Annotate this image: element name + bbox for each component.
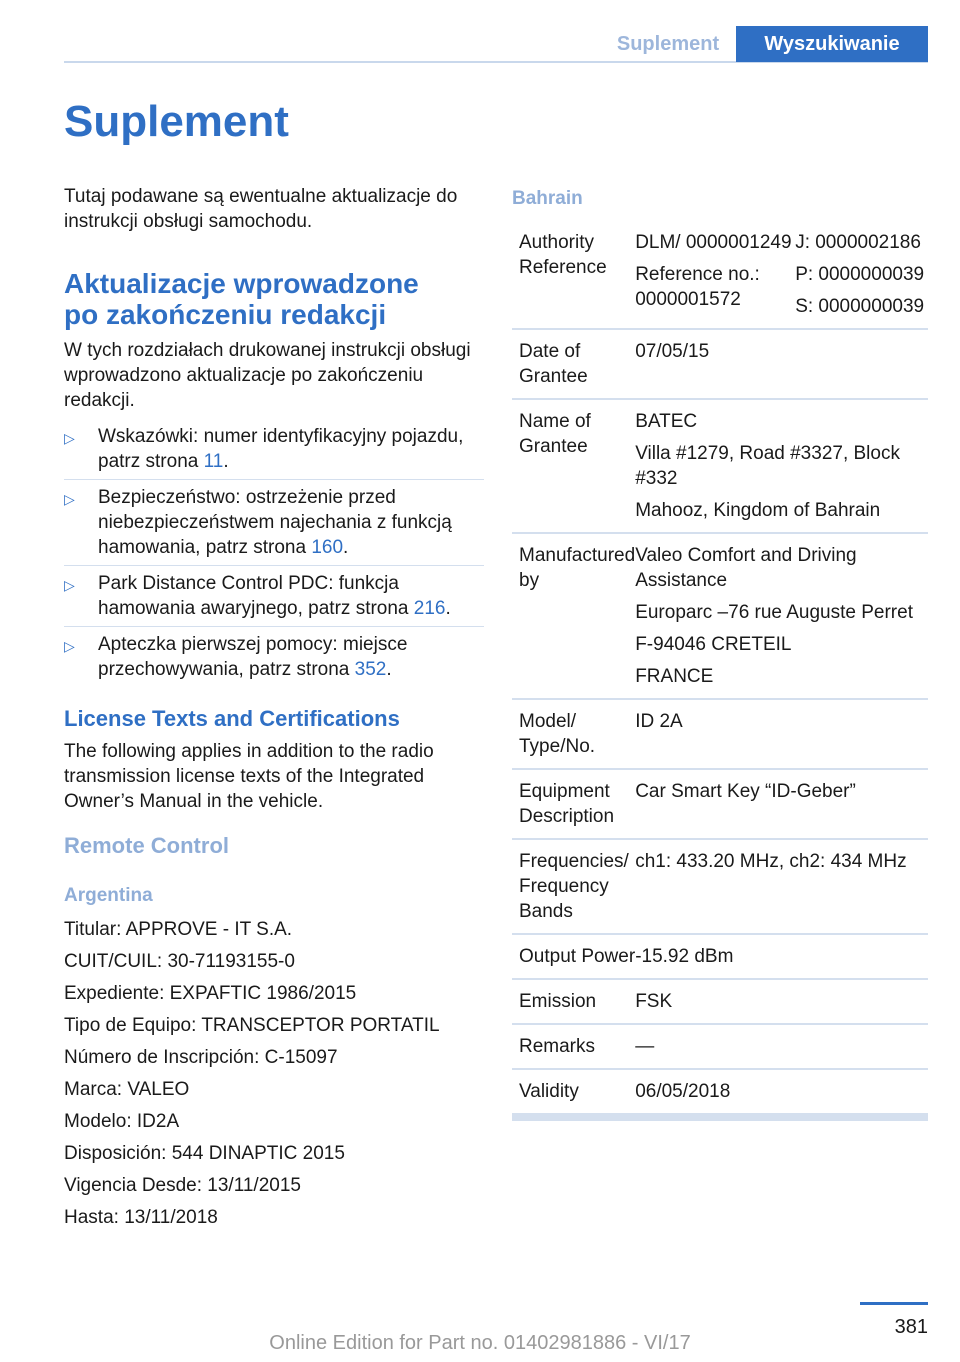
list-item-text: Park Distance Control PDC: funkcja hamowania awaryjnego, patrz strona [98,573,414,619]
row-value-line: FRANCE [635,666,714,687]
page-link[interactable]: 160 [311,537,344,558]
detail-line: Expediente: EXPAFTIC 1986/2015 [64,983,357,1004]
certification-table [512,226,928,1115]
row-value-line: 07/05/15 [635,341,710,362]
row-value-line: BATEC [635,411,698,432]
table-row [512,329,928,399]
table-row [512,1069,928,1114]
row-value [635,1024,928,1069]
updates-heading [64,268,484,330]
page-number: 381 [894,1316,928,1338]
list-item-text: Bezpieczeństwo: ostrzeżenie przed niebezpieczeństwem najechania z funkcją hamowania, patrz strona [98,487,452,558]
tab-suplement[interactable]: Suplement [616,32,720,55]
updates-list [64,419,484,687]
triangle-bullet-icon: ▷ [64,577,75,593]
row-value-line: Car Smart Key “ID-Geber” [635,781,856,802]
row-value [635,1069,928,1114]
row-value-line: J: 0000002186 [795,232,921,253]
list-item-text: Wskazówki: numer identyfikacyjny pojazdu, patrz strona [98,426,464,472]
row-key: Remarks [512,1024,635,1069]
list-item-end: . [445,598,451,619]
row-key: Manufactured by [512,533,635,699]
row-key: Equipment Description [512,769,635,839]
table-row [512,1024,928,1069]
page-link[interactable]: 11 [203,451,224,472]
row-value-line: Reference no.: 0000001572 [635,264,760,310]
row-key: Model/ Type/No. [512,699,635,769]
detail-line: Hasta: 13/11/2018 [64,1207,218,1228]
row-value-line: ID 2A [635,711,683,732]
row-key: Emission [512,979,635,1024]
row-value [635,533,928,699]
row-value [635,329,928,399]
row-value-line: 06/05/2018 [635,1081,731,1102]
row-value-line: Valeo Comfort and Driving Assistance [635,545,857,591]
row-value [635,769,928,839]
list-item-end: . [343,537,349,558]
table-row [512,533,928,699]
detail-line: Tipo de Equipo: TRANSCEPTOR PORTATIL [64,1015,440,1036]
row-value [635,399,928,533]
triangle-bullet-icon: ▷ [64,491,75,507]
row-value [635,934,928,979]
footer-text: Online Edition for Part no. 01402981886 - VI/17 [269,1332,691,1354]
row-value [635,699,928,769]
row-value [635,226,795,329]
row-value [635,979,928,1024]
region-heading: Bahrain [512,188,583,209]
detail-line: Vigencia Desde: 13/11/2015 [64,1175,301,1196]
page-number-rule [860,1302,928,1305]
table-row [512,699,928,769]
row-value-line: -15.92 dBm [635,946,734,967]
row-key: Validity [512,1069,635,1114]
row-value-line: S: 0000000039 [795,296,925,317]
license-heading: License Texts and Certifications [64,706,400,731]
page-link[interactable]: 352 [354,659,387,680]
row-value-line: ch1: 433.20 MHz, ch2: 434 MHz [635,851,907,872]
updates-heading-line2: po zakończeniu redakcji [64,299,387,330]
argentina-details [64,914,484,1234]
row-value-line: Mahooz, Kingdom of Bahrain [635,500,881,521]
updates-heading-line1: Aktualizacje wprowadzone [64,268,419,299]
row-value [635,839,928,934]
detail-line: CUIT/CUIL: 30-71193155-0 [64,951,295,972]
argentina-heading: Argentina [64,885,153,906]
triangle-bullet-icon: ▷ [64,638,75,654]
list-item [64,480,484,566]
list-item-text: Apteczka pierwszej pomocy: miejsce przechowywania, patrz strona [98,634,408,680]
row-value-line: Europarc –76 rue Auguste Perret [635,602,913,623]
list-item-end: . [386,659,392,680]
list-item [64,419,484,480]
updates-text: W tych rozdziałach drukowanej instrukcji obsługi wprowadzono aktualizacje po zakończeniu redakcji. [64,340,471,411]
row-value-line: P: 0000000039 [795,264,925,285]
tab-wyszukiwanie[interactable]: Wyszukiwanie [736,26,928,62]
row-value [795,226,928,329]
row-key: Name of Grantee [512,399,635,533]
table-row [512,769,928,839]
page-title: Suplement [64,97,289,146]
row-value-line: FSK [635,991,673,1012]
list-item [64,566,484,627]
row-value-line: DLM/ 0000001249 [635,232,792,253]
table-row [512,934,928,979]
license-text: The following applies in addition to the radio transmission license texts of the Integrated Owner’s Manual in the vehicle. [64,741,434,812]
page-link[interactable]: 216 [413,598,446,619]
intro-text: Tutaj podawane są ewentualne aktualizacje do instrukcji obsługi samochodu. [64,186,458,232]
detail-line: Modelo: ID2A [64,1111,180,1132]
row-value-line: — [635,1036,655,1057]
table-end-rule [512,1115,928,1121]
row-value-line: F-94046 CRETEIL [635,634,792,655]
detail-line: Número de Inscripción: C-15097 [64,1047,338,1068]
list-item [64,627,484,687]
table-row [512,226,928,329]
detail-line: Marca: VALEO [64,1079,190,1100]
left-column [64,96,484,1234]
row-key: Date of Grantee [512,329,635,399]
table-row [512,979,928,1024]
triangle-bullet-icon: ▷ [64,430,75,446]
table-row [512,839,928,934]
row-key: Authority Reference [512,226,635,329]
remote-control-heading: Remote Control [64,833,229,858]
table-row [512,399,928,533]
detail-line: Titular: APPROVE - IT S.A. [64,919,293,940]
row-key: Output Power [512,934,635,979]
row-key: Frequencies/ Frequency Bands [512,839,635,934]
right-column [512,186,928,1121]
detail-line: Disposición: 544 DINAPTIC 2015 [64,1143,345,1164]
row-value-line: Villa #1279, Road #3327, Block #332 [635,443,900,489]
list-item-end: . [223,451,229,472]
